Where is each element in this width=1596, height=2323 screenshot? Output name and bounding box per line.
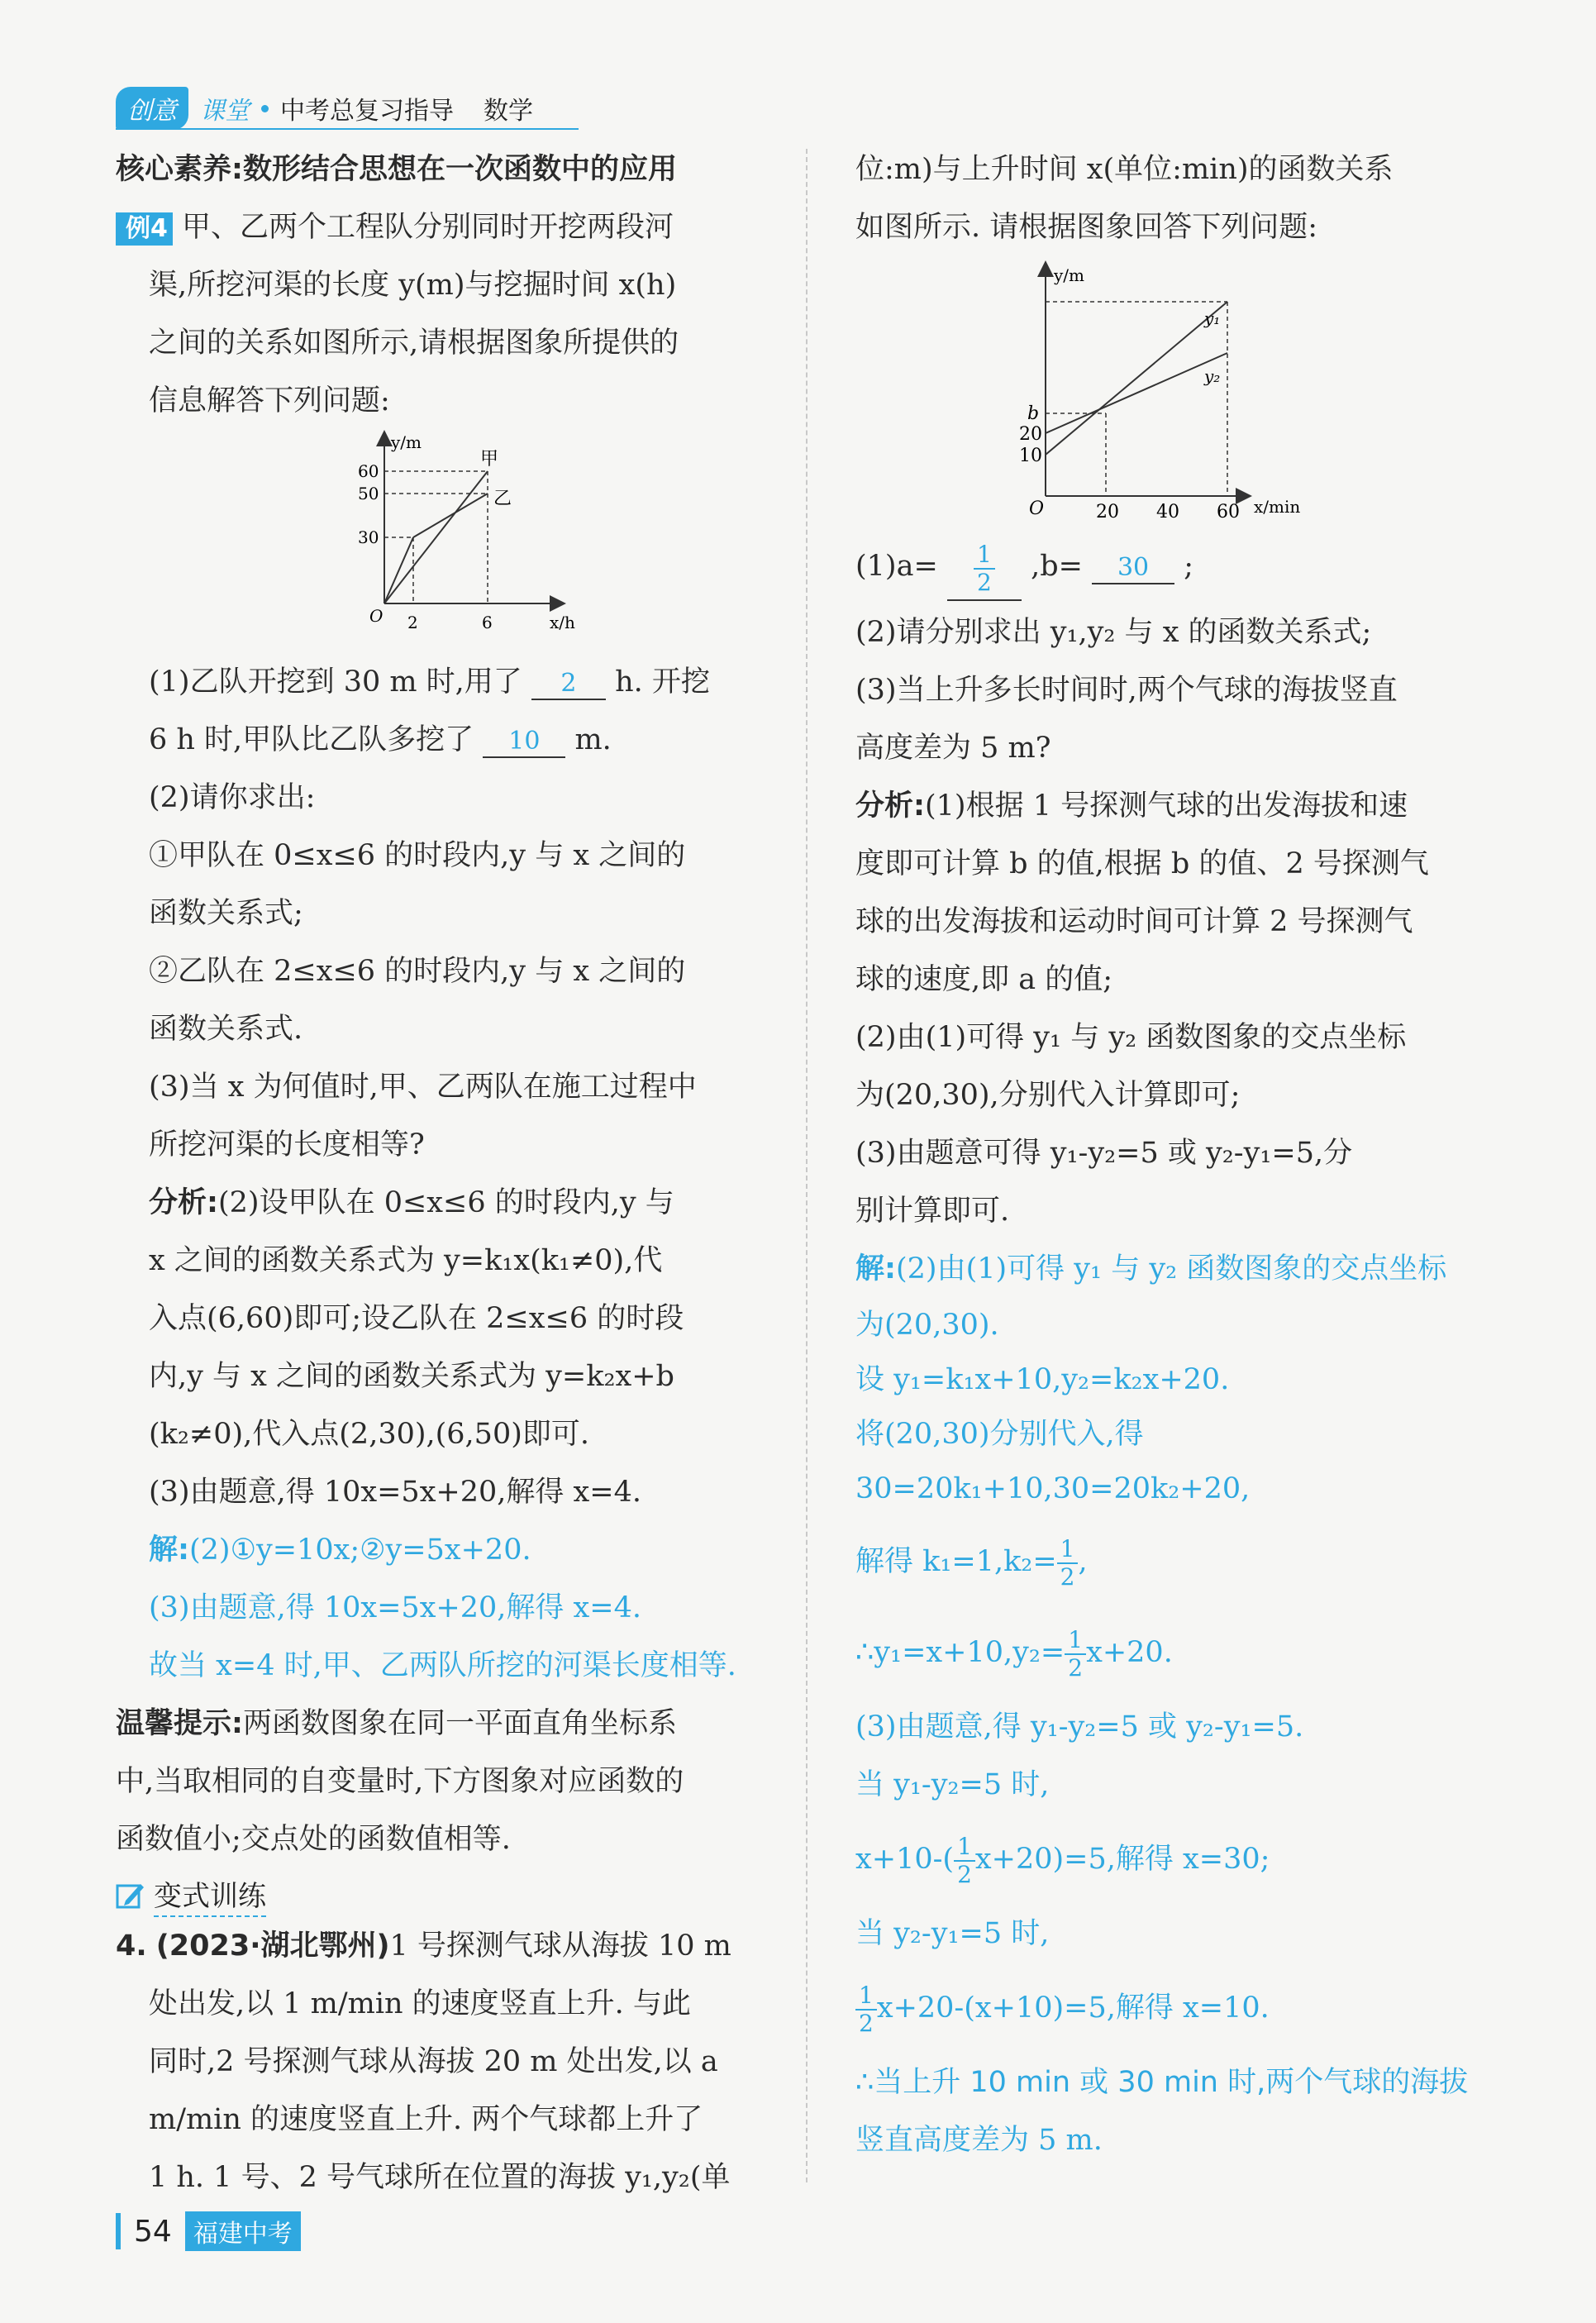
- q1-line: [116, 653, 777, 711]
- chart1-ytick: 30: [358, 527, 379, 547]
- solution-text: 设 y₁=k₁x+10,y₂=k₂x+20.: [855, 1363, 1230, 1396]
- solution-text: 故当 x=4 时,甲、乙两队所挖的河渠长度相等.: [149, 1649, 736, 1682]
- denominator: 2: [859, 2009, 874, 2037]
- example-tag: 例4: [116, 212, 173, 246]
- solution-text: 竖直高度差为 5 m.: [855, 2124, 1103, 2157]
- numerator: 1: [974, 541, 995, 570]
- solution-text: (2)①y=10x;②y=5x+20.: [189, 1534, 531, 1567]
- problem-source: (2023·湖北鄂州): [155, 1929, 390, 1963]
- analysis-text: 为(20,30),分别代入计算即可;: [855, 1079, 1241, 1112]
- tip-text: 两函数图象在同一平面直角坐标系: [243, 1707, 678, 1740]
- example-text: 渠,所挖河渠的长度 y(m)与挖掘时间 x(h): [149, 269, 677, 302]
- problem-text: 如图所示. 请根据图象回答下列问题:: [855, 211, 1318, 244]
- numerator: 1: [855, 1982, 877, 2011]
- left-column: [116, 141, 777, 2206]
- chart2-xtick: 20: [1096, 502, 1119, 522]
- problem-number: 4.: [116, 1929, 147, 1963]
- chart2-x-label: x/min: [1254, 497, 1301, 517]
- numerator: 1: [1057, 1536, 1079, 1564]
- q2-text: 函数关系式.: [149, 1013, 303, 1046]
- chart1-wrap: [116, 430, 777, 653]
- analysis-line: [116, 1174, 777, 1232]
- problem-text: m/min 的速度竖直上升. 两个气球都上升了: [149, 2103, 703, 2136]
- solution-text: x+20-(x+10)=5,解得 x=10.: [876, 1991, 1270, 2025]
- chart2-ytick: 20: [1019, 424, 1042, 445]
- page-number: 54: [134, 2214, 172, 2249]
- q3-text: 所挖河渠的长度相等?: [149, 1128, 425, 1162]
- solution-text: (3)由题意,得 y₁-y₂=5 或 y₂-y₁=5.: [855, 1710, 1304, 1743]
- edit-icon: [116, 1881, 145, 1910]
- solution-line: [855, 1963, 1492, 2053]
- fraction: [974, 541, 995, 596]
- rq1-line: [855, 529, 1492, 603]
- fraction: [954, 1834, 975, 1888]
- practice-header: [116, 1873, 777, 1917]
- analysis-text: (3)由题意,得 10x=5x+20,解得 x=4.: [149, 1476, 642, 1509]
- solution-line: [855, 1607, 1492, 1698]
- problem-text: 同时,2 号探测气球从海拔 20 m 处出发,以 a: [149, 2045, 718, 2078]
- chart2-y-label: y/m: [1054, 265, 1085, 285]
- chart2-wrap: [855, 256, 1492, 529]
- footer-tag: 福建中考: [185, 2211, 301, 2251]
- solution-text: x+10-(: [855, 1843, 955, 1876]
- numerator: 1: [954, 1834, 975, 1862]
- q3-text: (3)当 x 为何值时,甲、乙两队在施工过程中: [149, 1071, 697, 1104]
- problem-text: 处出发,以 1 m/min 的速度竖直上升. 与此: [149, 1987, 691, 2020]
- chart1-xtick: 6: [482, 613, 493, 632]
- solution-line: [855, 1814, 1492, 1905]
- analysis-text: 球的出发海拔和运动时间可计算 2 号探测气: [855, 905, 1413, 938]
- rq3-text: (3)当上升多长时间时,两个气球的海拔竖直: [855, 674, 1398, 707]
- solution-text: 解得 k₁=1,k₂=: [855, 1545, 1057, 1578]
- right-column: [855, 141, 1492, 2169]
- chart1-line-yi-2: [413, 494, 488, 537]
- solution-text: ∴当上升 10 min 或 30 min 时,两个气球的海拔: [855, 2066, 1469, 2099]
- chart2-ytick: b: [1027, 403, 1040, 424]
- answer-blank: 10: [483, 727, 565, 758]
- tip-text: 中,当取相同的自变量时,下方图象对应函数的: [116, 1765, 684, 1798]
- chart2-label-y1: y₁: [1204, 308, 1221, 328]
- analysis-text: (3)由题意可得 y₁-y₂=5 或 y₂-y₁=5,分: [855, 1137, 1353, 1170]
- q1-line: [116, 711, 777, 769]
- denominator: 2: [957, 1860, 972, 1888]
- solution-text: (2)由(1)可得 y₁ 与 y₂ 函数图象的交点坐标: [896, 1252, 1447, 1286]
- chart1-label-jia: 甲: [480, 449, 499, 470]
- rq3-text: 高度差为 5 m?: [855, 732, 1051, 765]
- analysis-text: 入点(6,60)即可;设乙队在 2≤x≤6 的时段: [149, 1302, 684, 1335]
- solution-label: 解:: [149, 1534, 189, 1567]
- header-rule: [116, 128, 579, 130]
- analysis-text: 度即可计算 b 的值,根据 b 的值、2 号探测气: [855, 847, 1429, 880]
- section-title: 核心素养:数形结合思想在一次函数中的应用: [116, 153, 677, 186]
- chart2-ytick: 10: [1019, 446, 1042, 466]
- practice-label: 变式训练: [154, 1873, 266, 1917]
- problem4-line: [116, 1917, 777, 1975]
- chart1-x-label: x/h: [550, 613, 575, 632]
- q1-text: 6 h 时,甲队比乙队多挖了: [149, 723, 474, 756]
- brand-logo: 创意: [116, 87, 188, 130]
- chart1-y-label: y/m: [391, 432, 422, 452]
- analysis-text: (k₂≠0),代入点(2,30),(6,50)即可.: [149, 1418, 589, 1451]
- footer-bar: [116, 2213, 121, 2249]
- solution-text: 当 y₁-y₂=5 时,: [855, 1768, 1050, 1801]
- chart1-origin: O: [369, 606, 384, 626]
- q2-text: ②乙队在 2≤x≤6 的时段内,y 与 x 之间的: [149, 955, 686, 988]
- tip-line: [116, 1695, 777, 1753]
- solution-text: 为(20,30).: [855, 1309, 999, 1342]
- example-text: 甲、乙两个工程队分别同时开挖两段河: [182, 211, 674, 244]
- q1-text: h. 开挖: [615, 665, 710, 699]
- dot-icon: [261, 105, 269, 112]
- solution-label: 解:: [855, 1252, 896, 1286]
- analysis-text: x 之间的函数关系式为 y=k₁x(k₁≠0),代: [149, 1244, 663, 1277]
- problem-text: 1 号探测气球从海拔 10 m: [389, 1929, 731, 1963]
- analysis-text: (1)根据 1 号探测气球的出发海拔和速: [925, 789, 1408, 823]
- analysis-line: [855, 777, 1492, 835]
- analysis-label: 分析:: [855, 789, 925, 823]
- solution-text: x+20)=5,解得 x=30;: [974, 1843, 1270, 1876]
- problem-text: 位:m)与上升时间 x(单位:min)的函数关系: [855, 153, 1394, 186]
- denominator: 2: [977, 569, 992, 596]
- q1-text: m.: [574, 723, 612, 756]
- chart2-xtick: 60: [1217, 502, 1240, 522]
- subject-label: 数学: [484, 97, 533, 126]
- analysis-text: 球的速度,即 a 的值;: [855, 963, 1113, 996]
- chart2-line-y2: [1046, 353, 1227, 433]
- chart1: [351, 430, 599, 653]
- answer-blank: 2: [531, 669, 606, 700]
- fraction: [1065, 1627, 1086, 1681]
- denominator: 2: [1068, 1653, 1084, 1681]
- solution-line: [855, 1516, 1492, 1607]
- analysis-text: (2)设甲队在 0≤x≤6 的时段内,y 与: [218, 1186, 674, 1219]
- solution-text: 30=20k₁+10,30=20k₂+20,: [855, 1472, 1251, 1505]
- chart2-label-y2: y₂: [1204, 366, 1221, 386]
- chart1-label-yi: 乙: [493, 489, 512, 509]
- book-title: 中考总复习指导: [280, 97, 454, 126]
- chart2-line-y1: [1046, 302, 1227, 455]
- chart1-xtick: 2: [407, 613, 418, 632]
- solution-text: ,: [1078, 1545, 1088, 1578]
- chart2: [996, 256, 1343, 529]
- solution-text: 当 y₂-y₁=5 时,: [855, 1917, 1050, 1950]
- analysis-label: 分析:: [149, 1186, 218, 1219]
- chart2-origin: O: [1029, 498, 1045, 519]
- column-divider: [806, 149, 808, 2182]
- rq2-text: (2)请分别求出 y₁,y₂ 与 x 的函数关系式;: [855, 616, 1372, 649]
- solution-text: (3)由题意,得 10x=5x+20,解得 x=4.: [149, 1591, 642, 1624]
- analysis-text: (2)由(1)可得 y₁ 与 y₂ 函数图象的交点坐标: [855, 1021, 1407, 1054]
- example-text: 之间的关系如图所示,请根据图象所提供的: [149, 327, 679, 360]
- page-footer: [116, 2211, 301, 2251]
- solution-text: 将(20,30)分别代入,得: [855, 1418, 1144, 1451]
- q2-text: (2)请你求出:: [149, 781, 316, 814]
- rq1-text: ,b=: [1031, 550, 1083, 583]
- example-line: [116, 198, 777, 256]
- chart2-xtick: 40: [1156, 502, 1179, 522]
- q2-text: 函数关系式;: [149, 897, 303, 930]
- problem-text: 1 h. 1 号、2 号气球所在位置的海拔 y₁,y₂(单: [149, 2161, 731, 2194]
- solution-text: ∴y₁=x+10,y₂=: [855, 1636, 1065, 1669]
- denominator: 2: [1060, 1562, 1075, 1591]
- fraction: [855, 1982, 877, 2037]
- chart1-line-yi-1: [384, 537, 413, 603]
- brand-logo-text: 课堂: [200, 97, 250, 126]
- tip-label: 温馨提示:: [116, 1707, 243, 1740]
- answer-blank: [947, 541, 1022, 601]
- solution-text: x+20.: [1086, 1636, 1173, 1669]
- analysis-text: 别计算即可.: [855, 1195, 1010, 1228]
- analysis-text: 内,y 与 x 之间的函数关系式为 y=k₂x+b: [149, 1360, 674, 1393]
- q2-text: ①甲队在 0≤x≤6 的时段内,y 与 x 之间的: [149, 839, 686, 872]
- tip-text: 函数值小;交点处的函数值相等.: [116, 1823, 511, 1856]
- rq1-text: (1)a=: [855, 550, 938, 583]
- rq1-text: ;: [1184, 550, 1193, 583]
- example-text: 信息解答下列问题:: [149, 384, 390, 417]
- solution-line: [855, 1240, 1492, 1298]
- fraction: [1057, 1536, 1079, 1591]
- solution-line: [116, 1521, 777, 1579]
- chart1-ytick: 50: [358, 484, 379, 503]
- answer-blank: 30: [1092, 553, 1174, 584]
- chart1-ytick: 60: [358, 461, 379, 481]
- numerator: 1: [1065, 1627, 1086, 1655]
- q1-text: (1)乙队开挖到 30 m 时,用了: [149, 665, 522, 699]
- page-header: [116, 87, 533, 130]
